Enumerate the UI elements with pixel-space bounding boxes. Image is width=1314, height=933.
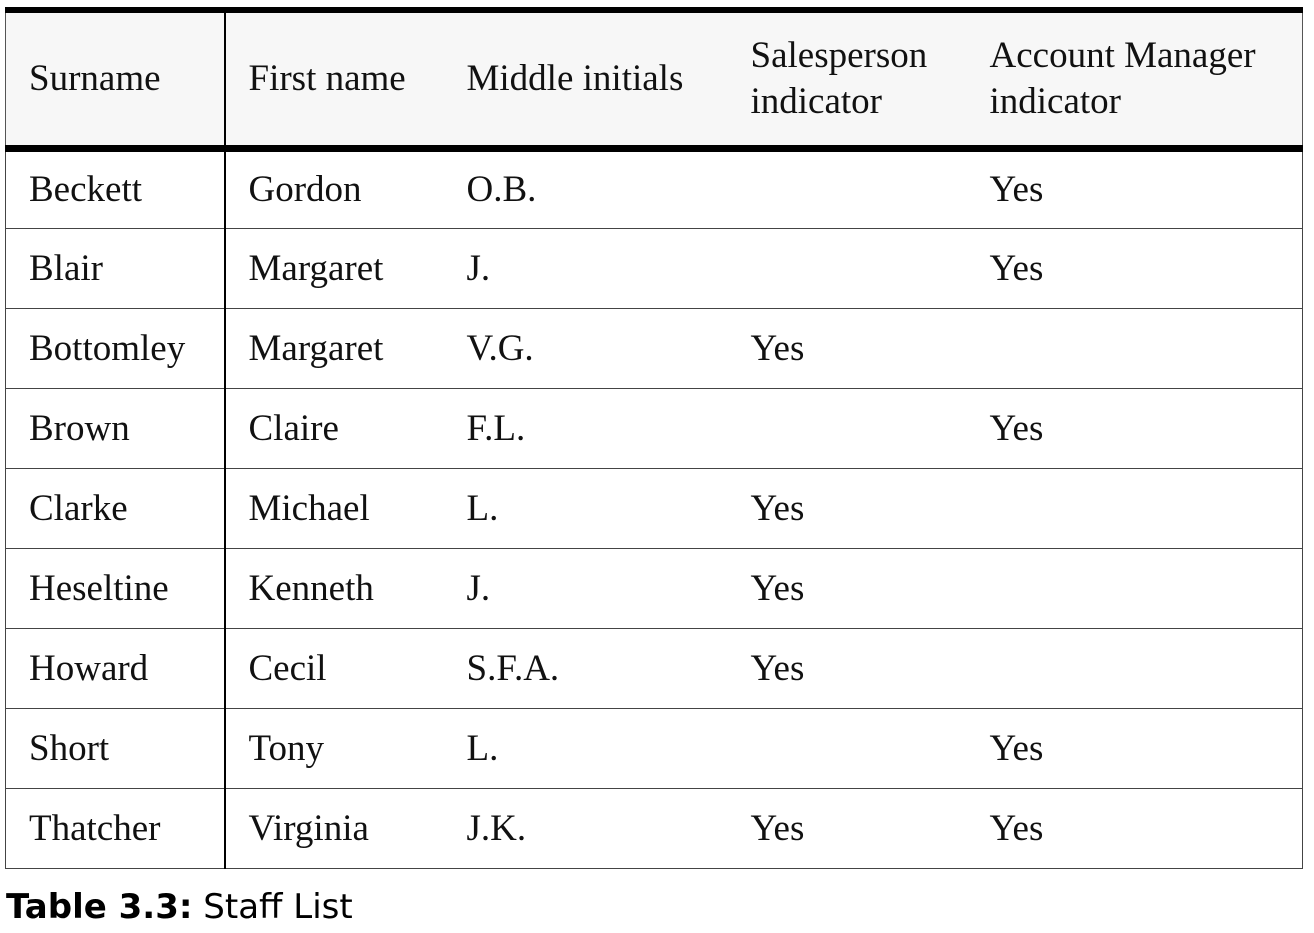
cell-surname: Bottomley [6, 308, 225, 388]
cell-first-name: Gordon [225, 148, 444, 228]
cell-surname: Clarke [6, 468, 225, 548]
header-salesperson-indicator [728, 10, 967, 148]
cell-account-manager-indicator: Yes [967, 388, 1303, 468]
staff-table-container [5, 7, 1302, 869]
cell-first-name: Michael [225, 468, 444, 548]
cell-salesperson-indicator: Yes [728, 788, 967, 868]
header-salesperson-line-1: Salesperson [750, 34, 928, 76]
cell-middle-initials: L. [444, 468, 728, 548]
caption-text: Staff List [192, 887, 353, 927]
cell-first-name: Cecil [225, 628, 444, 708]
cell-salesperson-indicator [728, 388, 967, 468]
table-header [6, 10, 1303, 148]
cell-middle-initials: F.L. [444, 388, 728, 468]
cell-account-manager-indicator: Yes [967, 228, 1303, 308]
table-body [6, 148, 1303, 868]
cell-account-manager-indicator: Yes [967, 788, 1303, 868]
table-row [6, 708, 1303, 788]
caption-label: Table 3.3: [6, 887, 193, 927]
cell-first-name: Virginia [225, 788, 444, 868]
header-salesperson-line-2: indicator [750, 80, 883, 122]
cell-first-name: Kenneth [225, 548, 444, 628]
header-account-manager-line-2: indicator [989, 80, 1122, 122]
header-row [6, 10, 1303, 148]
cell-surname: Brown [6, 388, 225, 468]
cell-account-manager-indicator [967, 308, 1303, 388]
cell-account-manager-indicator [967, 468, 1303, 548]
cell-middle-initials: S.F.A. [444, 628, 728, 708]
header-surname [6, 10, 225, 148]
header-first-name-line-1: First name [248, 57, 406, 99]
cell-surname: Howard [6, 628, 225, 708]
header-account-manager-indicator [967, 10, 1303, 148]
cell-first-name: Claire [225, 388, 444, 468]
cell-account-manager-indicator: Yes [967, 148, 1303, 228]
cell-middle-initials: J. [444, 228, 728, 308]
table-row [6, 548, 1303, 628]
table-row [6, 308, 1303, 388]
cell-surname: Short [6, 708, 225, 788]
cell-surname: Thatcher [6, 788, 225, 868]
table-row [6, 628, 1303, 708]
header-account-manager-line-1: Account Manager [989, 34, 1256, 76]
cell-salesperson-indicator: Yes [728, 548, 967, 628]
table-row [6, 788, 1303, 868]
cell-salesperson-indicator: Yes [728, 628, 967, 708]
header-middle-initials-line-1: Middle initials [466, 57, 684, 99]
cell-middle-initials: O.B. [444, 148, 728, 228]
cell-first-name: Margaret [225, 308, 444, 388]
table-row [6, 468, 1303, 548]
header-first-name [225, 10, 444, 148]
cell-surname: Blair [6, 228, 225, 308]
table-row [6, 228, 1303, 308]
cell-first-name: Margaret [225, 228, 444, 308]
cell-middle-initials: J.K. [444, 788, 728, 868]
cell-account-manager-indicator: Yes [967, 708, 1303, 788]
staff-list-table [5, 7, 1303, 869]
header-middle-initials [444, 10, 728, 148]
cell-middle-initials: J. [444, 548, 728, 628]
cell-middle-initials: V.G. [444, 308, 728, 388]
cell-middle-initials: L. [444, 708, 728, 788]
cell-account-manager-indicator [967, 628, 1303, 708]
table-row [6, 388, 1303, 468]
table-row [6, 148, 1303, 228]
cell-salesperson-indicator [728, 148, 967, 228]
table-caption [6, 884, 353, 930]
cell-salesperson-indicator [728, 228, 967, 308]
header-surname-line-1: Surname [29, 57, 161, 99]
cell-surname: Beckett [6, 148, 225, 228]
cell-first-name: Tony [225, 708, 444, 788]
cell-salesperson-indicator: Yes [728, 308, 967, 388]
cell-salesperson-indicator [728, 708, 967, 788]
cell-salesperson-indicator: Yes [728, 468, 967, 548]
cell-account-manager-indicator [967, 548, 1303, 628]
cell-surname: Heseltine [6, 548, 225, 628]
